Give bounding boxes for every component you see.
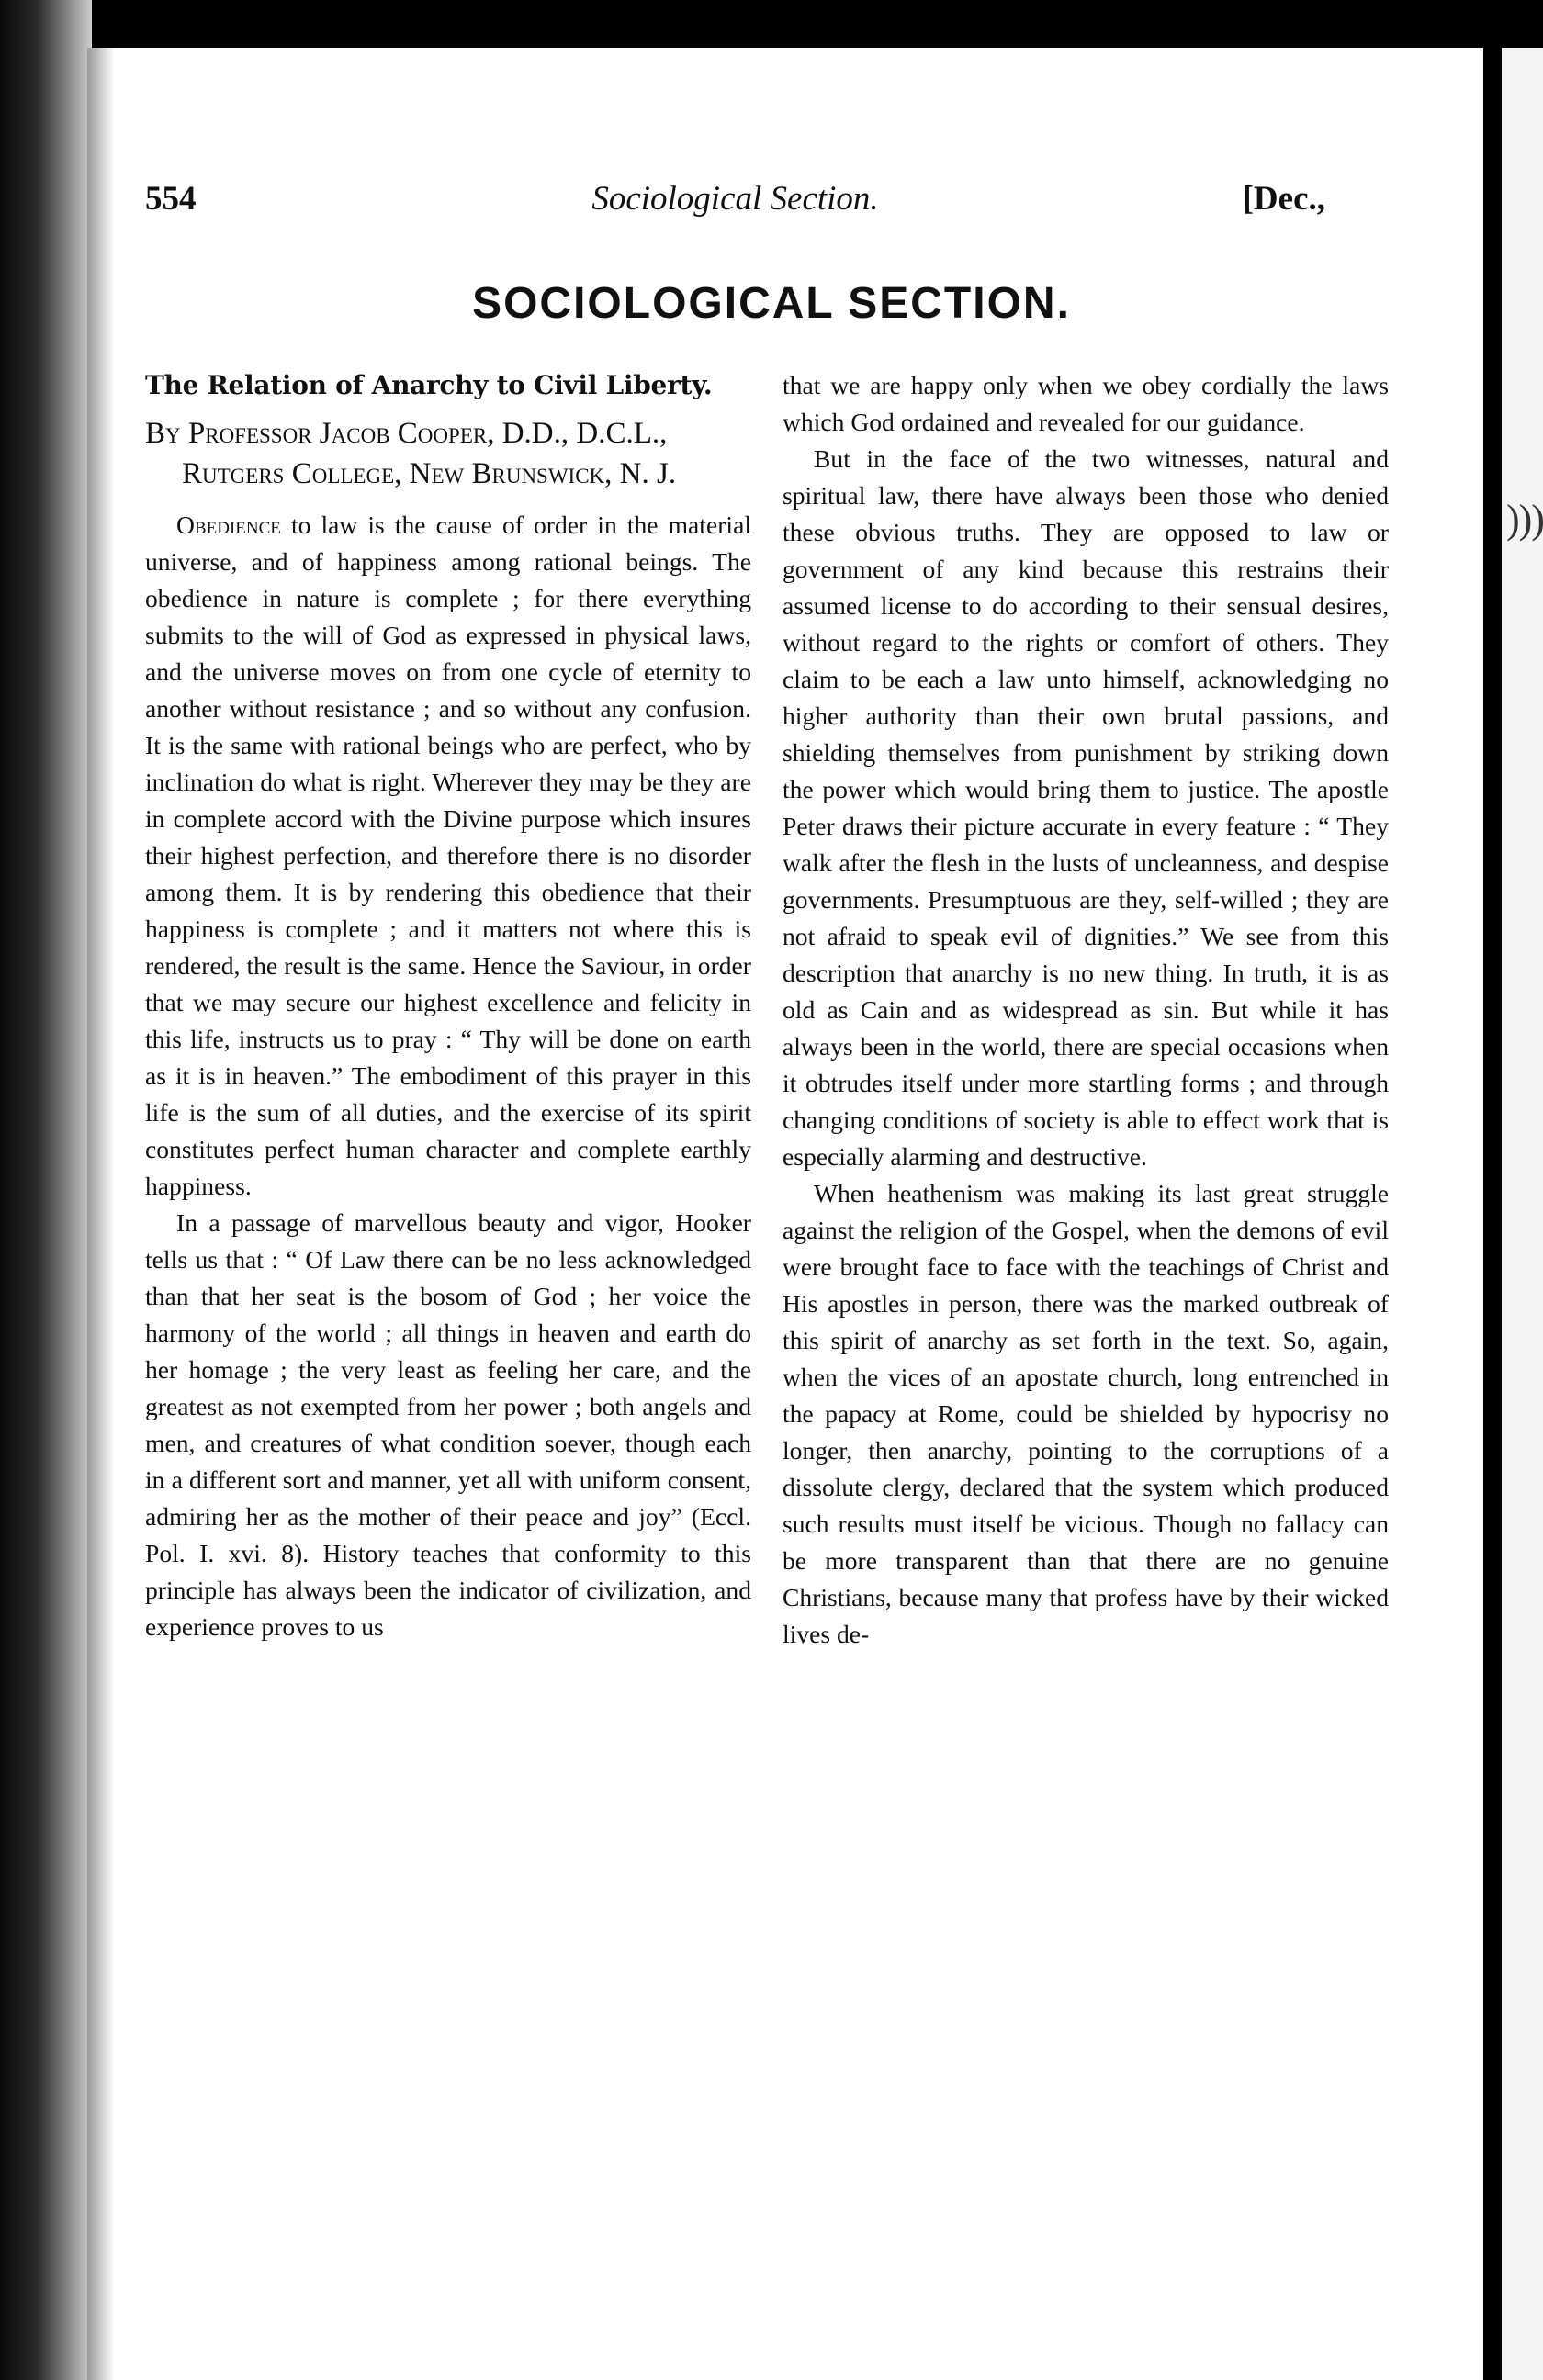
article-byline: By Professor Jacob Cooper, D.D., D.C.L., Rutgers College, New Brunswick, N. J. bbox=[145, 417, 677, 490]
paragraph: When heathenism was making its last great struggle against the religion of the Gospel, when the demons of evil were brought face to face with the teachings of Christ and His apostles in person, there was the marked outbreak of this spirit of anarchy as set forth in the text. So, again, when the vices of an apostate church, long entrenched in the papacy at Rome, could be shielded by hypocrisy no longer, then anarchy, pointing to the corruptions of a dissolute clergy, declared that the system which produced such results must itself be vicious. Though no fallacy can be more transparent than that there are no genuine Christians, because many that profess have by their wicked lives de- bbox=[783, 1179, 1389, 1648]
paragraph bbox=[145, 507, 751, 1205]
running-title: Sociological Section. bbox=[591, 180, 879, 218]
paragraph: that we are happy only when we obey cordially the laws which God ordained and revealed for our guidance. bbox=[783, 371, 1389, 436]
left-column bbox=[145, 367, 751, 1645]
opening-word: Obedience bbox=[176, 511, 281, 539]
facing-page-edge bbox=[1502, 48, 1543, 2380]
spine-shadow bbox=[87, 48, 115, 2380]
running-header bbox=[145, 179, 1325, 225]
right-column bbox=[783, 367, 1389, 1653]
issue-month: [Dec., bbox=[1242, 180, 1325, 218]
paragraph: In a passage of marvellous beauty and vigor, Hooker tells us that : “ Of Law there can be no less acknowledged than that her seat is the bosom of God ; her voice the harmony of the world ; all things in heaven and earth do her homage ; the very least as feeling her care, and the greatest as not exempted from her power ; both angels and men, and creatures of what condition soever, though each in a different sort and manner, yet all with uniform consent, admiring her as the mother of their peace and joy” (Eccl. Pol. I. xvi. 8). History teaches that conformity to this principle has always been the indicator of civilization, and experience proves to us bbox=[145, 1208, 751, 1641]
page-number: 554 bbox=[145, 180, 197, 218]
paragraph-text: to law is the cause of order in the material universe, and of happiness among rational beings. The obedience in nature is complete ; for there everything submits to the will of God as expressed in physical laws, and the universe moves on from one cycle of eternity to another without resistance ; and so without any confusion. It is the same with rational beings who are perfect, who by inclination do what is right. Wherever they may be they are in complete accord with the Divine purpose which insures their highest perfection, and therefore there is no disorder among them. It is by rendering this obedience that their happiness is complete ; and it matters not where this is rendered, the result is the same. Hence the Saviour, in order that we may secure our highest excellence and felicity in this life, instructs us to pray : “ Thy will be done on earth as it is in heaven.” The embodiment of this prayer in this life is the sum of all duties, and the exercise of its spirit constitutes perfect human character and complete earthly happiness. bbox=[145, 511, 751, 1200]
article-title: The Relation of Anarchy to Civil Liberty. bbox=[145, 370, 713, 400]
scan-gutter-right bbox=[1483, 48, 1502, 2380]
section-title: SOCIOLOGICAL SECTION. bbox=[472, 279, 1071, 328]
facing-page-marks: ) ) ) bbox=[1506, 497, 1539, 542]
scan-border-left bbox=[0, 0, 92, 2380]
paragraph: But in the face of the two witnesses, natural and spiritual law, there have always been those who denied these obvious truths. They are opposed to law or government of any kind because this restrains their assumed license to do according to their sensual desires, without regard to the rights or comfort of others. They claim to be each a law unto himself, acknowledging no higher authority than their own brutal passions, and shielding themselves from punishment by striking down the power which would bring them to justice. The apostle Peter draws their picture accurate in every feature : “ They walk after the flesh in the lusts of uncleanness, and despise governments. Presumptuous are they, self-willed ; they are not afraid to speak evil of dignities.” We see from this description that anarchy is no new thing. In truth, it is as old as Cain and as widespread as sin. But while it has always been in the world, there are special occasions when it obtrudes itself under more startling forms ; and through changing conditions of society is able to effect work that is especially alarming and destructive. bbox=[783, 444, 1389, 1171]
